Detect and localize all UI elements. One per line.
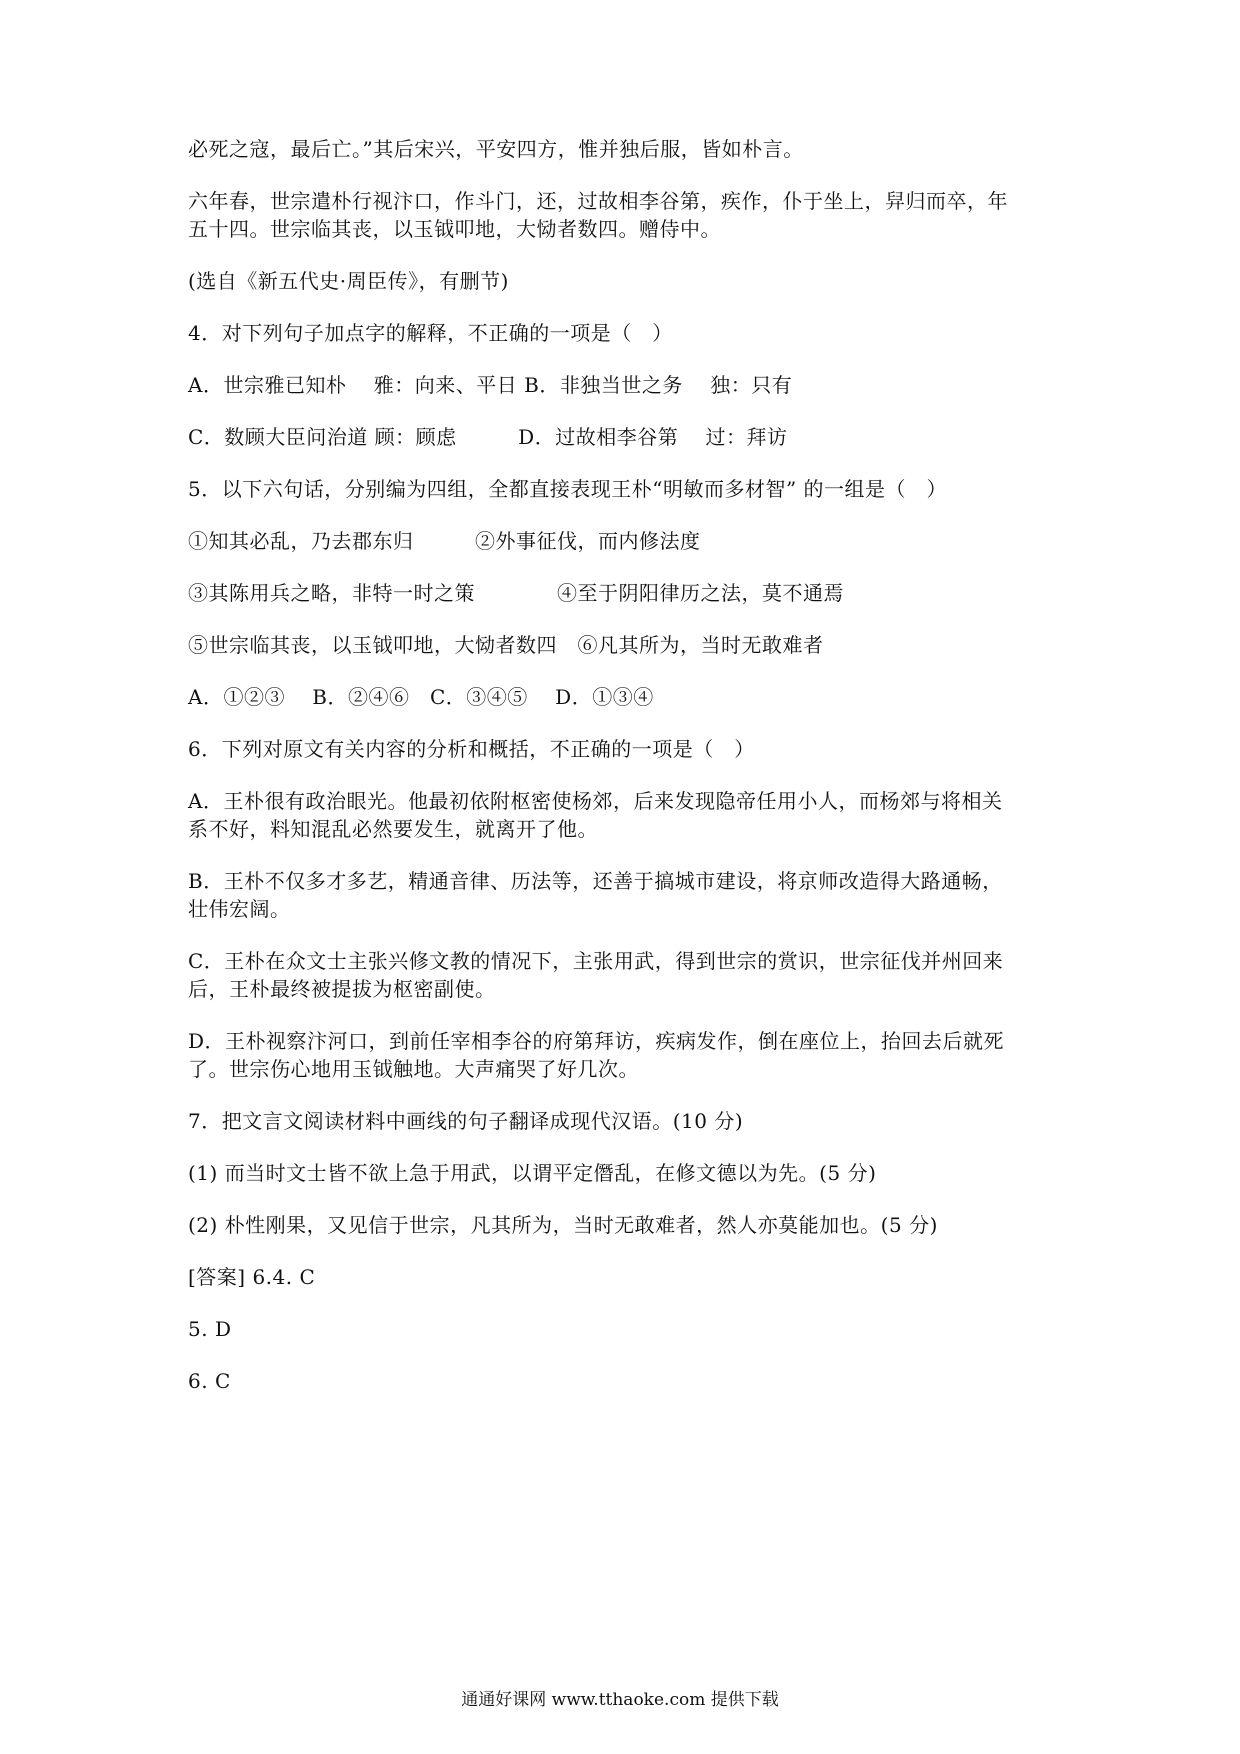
q4-options-cd: C．数顾大臣问治道 顾：顾虑 D．过故相李谷第 过：拜访	[188, 425, 788, 449]
q6-option-b: B．王朴不仅多才多艺，精通音律、历法等，还善于搞城市建设，将京师改造得大路通畅，	[188, 869, 1003, 893]
q6-option-a: A．王朴很有政治眼光。他最初依附枢密使杨郊，后来发现隐帝任用小人，而杨郊与将相关	[188, 789, 1003, 813]
question-5: 5．以下六句话，分别编为四组，全都直接表现王朴“明敏而多材智” 的一组是（ ）	[188, 477, 948, 501]
passage-line: 五十四。世宗临其丧，以玉钺叩地，大恸者数四。赠侍中。	[188, 217, 721, 241]
page-footer: 通通好课网 www.tthaoke.com 提供下载	[461, 1690, 779, 1710]
q6-option-c: C．王朴在众文士主张兴修文教的情况下，主张用武，得到世宗的赏识，世宗征伐并州回来	[188, 949, 1004, 973]
q7-part-2: (2) 朴性刚果，又见信于世宗，凡其所为，当时无敢难者，然人亦莫能加也。(5 分)	[188, 1213, 938, 1237]
answer-5: 5. D	[188, 1317, 232, 1341]
q5-sentences-1-2: ①知其必乱，乃去郡东归 ②外事征伐，而内修法度	[188, 529, 701, 553]
q7-part-1: (1) 而当时文士皆不欲上急于用武，以谓平定僭乱，在修文德以为先。(5 分)	[188, 1161, 877, 1185]
passage-line: 必死之寇，最后亡。”其后宋兴，平安四方，惟并独后服，皆如朴言。	[188, 137, 804, 161]
source-note: (选自《新五代史·周臣传》，有删节)	[188, 269, 509, 293]
answer-6: 6. C	[188, 1369, 231, 1393]
question-7: 7．把文言文阅读材料中画线的句子翻译成现代汉语。(10 分)	[188, 1109, 744, 1133]
q4-options-ab: A．世宗雅已知朴 雅：向来、平日 B．非独当世之务 独：只有	[188, 373, 793, 397]
q6-option-d-cont: 了。世宗伤心地用玉钺触地。大声痛哭了好几次。	[188, 1057, 639, 1081]
question-6: 6．下列对原文有关内容的分析和概括，不正确的一项是（ ）	[188, 737, 755, 761]
q5-sentences-5-6: ⑤世宗临其丧，以玉钺叩地，大恸者数四 ⑥凡其所为，当时无敢难者	[188, 633, 824, 657]
q6-option-b-cont: 壮伟宏阔。	[188, 897, 291, 921]
q6-option-d: D．王朴视察汴河口，到前任宰相李谷的府第拜访，疾病发作，倒在座位上，抬回去后就死	[188, 1029, 1005, 1053]
q5-options: A．①②③ B．②④⑥ C．③④⑤ D．①③④	[188, 685, 654, 709]
q6-option-a-cont: 系不好，料知混乱必然要发生，就离开了他。	[188, 817, 598, 841]
q6-option-c-cont: 后，王朴最终被提拔为枢密副使。	[188, 977, 496, 1001]
question-4: 4．对下列句子加点字的解释，不正确的一项是（ ）	[188, 321, 673, 345]
passage-line: 六年春，世宗遣朴行视汴口，作斗门，还，过故相李谷第，疾作，仆于坐上，舁归而卒，年	[188, 189, 1008, 213]
q5-sentences-3-4: ③其陈用兵之略，非特一时之策 ④至于阴阳律历之法，莫不通焉	[188, 581, 844, 605]
answer-heading: [答案] 6.4. C	[188, 1265, 316, 1289]
